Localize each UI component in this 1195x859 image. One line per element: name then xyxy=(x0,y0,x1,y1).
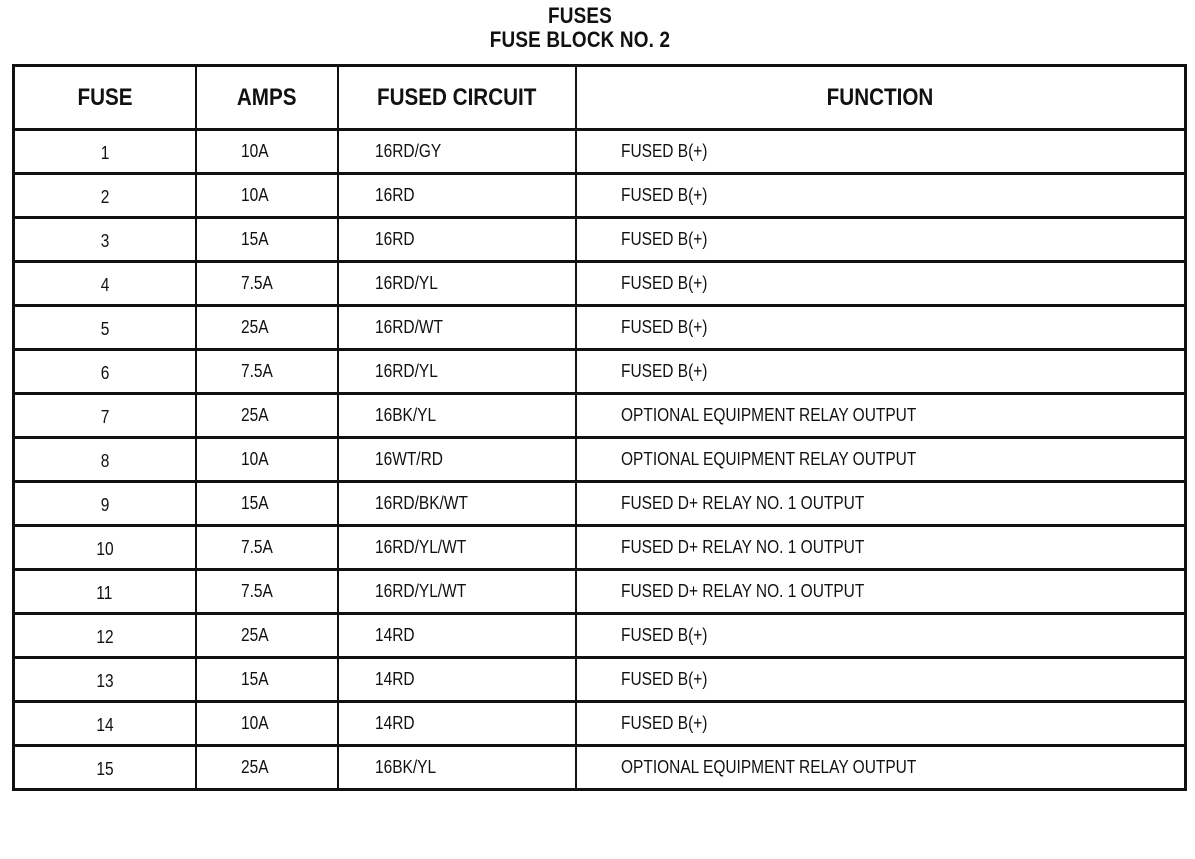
fused-circuit-cell xyxy=(338,746,576,790)
column-header-amps-label: AMPS xyxy=(236,83,297,111)
function-cell xyxy=(576,746,1186,790)
table-row xyxy=(14,702,1186,746)
fused-circuit-cell-text: 14RD xyxy=(374,713,415,733)
amps-cell xyxy=(196,658,338,702)
function-cell-text: FUSED B(+) xyxy=(620,669,707,689)
page-subtitle: FUSE BLOCK NO. 2 xyxy=(489,27,671,52)
fuse-number-cell-text: 6 xyxy=(100,363,110,383)
function-cell xyxy=(576,438,1186,482)
table-row xyxy=(14,394,1186,438)
fuse-number-cell xyxy=(14,614,196,658)
amps-cell xyxy=(196,218,338,262)
function-cell-text: FUSED D+ RELAY NO. 1 OUTPUT xyxy=(620,581,864,601)
fuse-number-cell xyxy=(14,350,196,394)
amps-cell xyxy=(196,614,338,658)
amps-cell-text: 7.5A xyxy=(240,581,273,601)
fused-circuit-cell xyxy=(338,570,576,614)
table-row xyxy=(14,746,1186,790)
amps-cell-text: 15A xyxy=(240,493,269,513)
fused-circuit-cell xyxy=(338,394,576,438)
table-row xyxy=(14,482,1186,526)
fuse-number-cell xyxy=(14,482,196,526)
table-header xyxy=(14,66,1186,130)
amps-cell-text: 25A xyxy=(240,405,269,425)
fused-circuit-cell-text: 16WT/RD xyxy=(374,449,443,469)
fused-circuit-cell xyxy=(338,350,576,394)
function-cell xyxy=(576,526,1186,570)
amps-cell xyxy=(196,394,338,438)
fused-circuit-cell xyxy=(338,658,576,702)
function-cell-text: FUSED D+ RELAY NO. 1 OUTPUT xyxy=(620,493,864,513)
function-cell xyxy=(576,350,1186,394)
table-row xyxy=(14,306,1186,350)
fuse-number-cell xyxy=(14,570,196,614)
fused-circuit-cell-text: 16RD/YL/WT xyxy=(374,537,466,557)
amps-cell-text: 7.5A xyxy=(240,273,273,293)
function-cell-text: FUSED B(+) xyxy=(620,273,707,293)
fused-circuit-cell-text: 16RD xyxy=(374,229,415,249)
fused-circuit-cell xyxy=(338,526,576,570)
fused-circuit-cell-text: 14RD xyxy=(374,669,415,689)
fuse-number-cell-text: 8 xyxy=(100,451,110,471)
function-cell xyxy=(576,306,1186,350)
fused-circuit-cell xyxy=(338,262,576,306)
fused-circuit-cell xyxy=(338,702,576,746)
amps-cell-text: 7.5A xyxy=(240,361,273,381)
amps-cell xyxy=(196,702,338,746)
amps-cell-text: 15A xyxy=(240,229,269,249)
fuse-number-cell xyxy=(14,174,196,218)
table-row xyxy=(14,438,1186,482)
fuse-number-cell-text: 13 xyxy=(96,671,114,691)
fuse-number-cell xyxy=(14,658,196,702)
function-cell-text: FUSED B(+) xyxy=(620,185,707,205)
table-body xyxy=(14,130,1186,790)
fused-circuit-cell xyxy=(338,614,576,658)
function-cell-text: OPTIONAL EQUIPMENT RELAY OUTPUT xyxy=(620,449,916,469)
amps-cell-text: 10A xyxy=(240,141,269,161)
fused-circuit-cell-text: 14RD xyxy=(374,625,415,645)
table-row xyxy=(14,614,1186,658)
fused-circuit-cell-text: 16RD/BK/WT xyxy=(374,493,468,513)
amps-cell xyxy=(196,262,338,306)
function-cell-text: FUSED B(+) xyxy=(620,361,707,381)
amps-cell xyxy=(196,526,338,570)
column-header-function xyxy=(576,66,1186,130)
fuse-number-cell-text: 5 xyxy=(100,319,110,339)
fused-circuit-cell-text: 16RD xyxy=(374,185,415,205)
table-row xyxy=(14,130,1186,174)
column-header-function-label: FUNCTION xyxy=(826,83,934,111)
function-cell xyxy=(576,218,1186,262)
amps-cell-text: 25A xyxy=(240,317,269,337)
fuse-number-cell-text: 10 xyxy=(96,539,114,559)
page-title: FUSES xyxy=(548,3,612,28)
function-cell-text: OPTIONAL EQUIPMENT RELAY OUTPUT xyxy=(620,757,916,777)
amps-cell xyxy=(196,746,338,790)
table-row xyxy=(14,570,1186,614)
fused-circuit-cell-text: 16RD/YL xyxy=(374,361,438,381)
fuse-number-cell xyxy=(14,262,196,306)
fuse-number-cell xyxy=(14,394,196,438)
amps-cell-text: 7.5A xyxy=(240,537,273,557)
fused-circuit-cell xyxy=(338,306,576,350)
amps-cell-text: 25A xyxy=(240,625,269,645)
amps-cell-text: 15A xyxy=(240,669,269,689)
amps-cell xyxy=(196,350,338,394)
function-cell xyxy=(576,614,1186,658)
column-header-circuit xyxy=(338,66,576,130)
fuse-number-cell xyxy=(14,702,196,746)
function-cell-text: FUSED B(+) xyxy=(620,625,707,645)
column-header-fuse-label: FUSE xyxy=(77,83,133,111)
fused-circuit-cell xyxy=(338,482,576,526)
amps-cell-text: 10A xyxy=(240,713,269,733)
function-cell xyxy=(576,130,1186,174)
table-row xyxy=(14,350,1186,394)
fuse-number-cell xyxy=(14,306,196,350)
fused-circuit-cell xyxy=(338,218,576,262)
amps-cell xyxy=(196,570,338,614)
function-cell-text: FUSED B(+) xyxy=(620,229,707,249)
fuse-number-cell xyxy=(14,746,196,790)
fuse-number-cell-text: 9 xyxy=(100,495,110,515)
table-row xyxy=(14,658,1186,702)
fuse-number-cell-text: 14 xyxy=(96,715,114,735)
amps-cell xyxy=(196,438,338,482)
function-cell xyxy=(576,482,1186,526)
table-row xyxy=(14,174,1186,218)
function-cell xyxy=(576,262,1186,306)
header-row xyxy=(14,66,1186,130)
function-cell-text: FUSED D+ RELAY NO. 1 OUTPUT xyxy=(620,537,864,557)
column-header-amps xyxy=(196,66,338,130)
function-cell-text: FUSED B(+) xyxy=(620,317,707,337)
function-cell xyxy=(576,702,1186,746)
function-cell xyxy=(576,570,1186,614)
fused-circuit-cell-text: 16RD/GY xyxy=(374,141,441,161)
table-row xyxy=(14,218,1186,262)
column-header-fuse xyxy=(14,66,196,130)
fuse-number-cell-text: 2 xyxy=(100,187,110,207)
amps-cell xyxy=(196,130,338,174)
function-cell-text: FUSED B(+) xyxy=(620,713,707,733)
document-title-block xyxy=(81,4,1079,52)
function-cell xyxy=(576,658,1186,702)
fuse-number-cell xyxy=(14,438,196,482)
fused-circuit-cell-text: 16RD/YL xyxy=(374,273,438,293)
amps-cell-text: 10A xyxy=(240,449,269,469)
fused-circuit-cell xyxy=(338,438,576,482)
fuse-number-cell xyxy=(14,218,196,262)
table-row xyxy=(14,526,1186,570)
fused-circuit-cell-text: 16RD/YL/WT xyxy=(374,581,466,601)
amps-cell xyxy=(196,482,338,526)
fused-circuit-cell-text: 16BK/YL xyxy=(374,757,436,777)
amps-cell xyxy=(196,174,338,218)
amps-cell-text: 25A xyxy=(240,757,269,777)
fuse-number-cell-text: 7 xyxy=(100,407,110,427)
column-header-circuit-label: FUSED CIRCUIT xyxy=(376,83,537,111)
fuse-number-cell xyxy=(14,130,196,174)
fused-circuit-cell-text: 16RD/WT xyxy=(374,317,443,337)
table-row xyxy=(14,262,1186,306)
function-cell xyxy=(576,394,1186,438)
function-cell-text: OPTIONAL EQUIPMENT RELAY OUTPUT xyxy=(620,405,916,425)
fused-circuit-cell xyxy=(338,174,576,218)
fuse-number-cell-text: 11 xyxy=(96,583,113,603)
fuse-number-cell-text: 12 xyxy=(96,627,114,647)
fuse-number-cell-text: 1 xyxy=(100,143,110,163)
amps-cell xyxy=(196,306,338,350)
fuse-table xyxy=(12,64,1187,791)
fuse-number-cell-text: 3 xyxy=(100,231,110,251)
fused-circuit-cell-text: 16BK/YL xyxy=(374,405,436,425)
fuse-number-cell-text: 15 xyxy=(96,759,114,779)
fuse-number-cell xyxy=(14,526,196,570)
fused-circuit-cell xyxy=(338,130,576,174)
function-cell xyxy=(576,174,1186,218)
function-cell-text: FUSED B(+) xyxy=(620,141,707,161)
amps-cell-text: 10A xyxy=(240,185,269,205)
fuse-number-cell-text: 4 xyxy=(100,275,110,295)
